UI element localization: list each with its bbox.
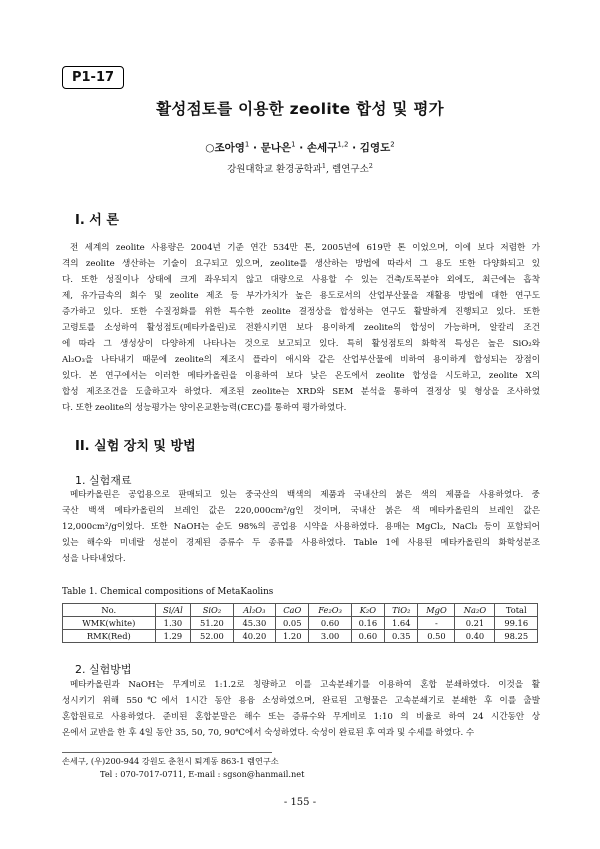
- table-cell: 0.40: [455, 630, 495, 643]
- table-cell: 51.20: [191, 617, 233, 630]
- text-line: 에 따라 그 생성상이 다양하게 나타나는 것으로 보고되고 있다. 특히 활성점토의 화학적 특성은 높은 SiO₂와: [62, 339, 540, 349]
- text-line: 증가하고 있다. 또한 수질정화를 위한 특수한 zeolite 결정상을 합성하는 연구도 활발하게 진행되고 있다. 또한: [62, 307, 540, 317]
- author-4-affil: 2: [390, 140, 395, 149]
- text-line: 다. 또한 zeolite의 성능평가는 양이온교환능력(CEC)를 통하여 평가하였다.: [62, 403, 347, 413]
- text-line: 온에서 교반을 한 후 4일 동안 35, 50, 70, 90℃에서 숙성하였다. 숙성이 완료된 후 여과 및 수세를 하였다. 수: [62, 728, 475, 738]
- intro-paragraph: [62, 240, 540, 416]
- text-line: 있는 해수와 미네랄 성분이 경제된 증류수 두 종류를 사용하였다. Table 1에 사용된 메타카올린의 화학성분조: [62, 538, 540, 548]
- author-separator: ·: [295, 142, 307, 154]
- session-badge: P1-17: [62, 66, 124, 89]
- table-cell: 1.29: [155, 630, 191, 643]
- section-heading-intro: I. 서 론: [75, 213, 119, 228]
- table-row: [63, 617, 538, 630]
- table-header-cell: CaO: [276, 604, 309, 617]
- text-line: Al₂O₃을 나타내기 때문에 zeolite의 제조시 플라이 애시와 같은 산업부산물에 비하여 용이하게 합성되는 장점이: [62, 355, 540, 365]
- presenter-marker: ○: [205, 142, 215, 154]
- affiliation-2-mark: 2: [368, 161, 373, 170]
- table-header-cell: Si/Al: [155, 604, 191, 617]
- author-4: 김영도: [359, 142, 391, 154]
- table-cell: 52.00: [191, 630, 233, 643]
- section-heading-methods: II. 실험 장치 및 방법: [75, 439, 196, 454]
- author-2-affil: 1: [291, 140, 296, 149]
- table-row: [63, 630, 538, 643]
- affiliation-1-mark: 1: [321, 161, 327, 170]
- author-3-affil: 1,2: [337, 140, 349, 149]
- table-cell: 1.30: [155, 617, 191, 630]
- subsection-heading-method: 2. 실험방법: [75, 663, 132, 676]
- author-3: 손세구: [306, 142, 338, 154]
- footnote-contact: Tel : 070-7017-0711, E-mail : sgson@hanmail.net: [100, 769, 305, 779]
- author-1-affil: 1: [244, 140, 250, 149]
- table-cell: 1.64: [385, 617, 418, 630]
- table-header-cell: Na₂O: [455, 604, 495, 617]
- text-line: 12,000cm²/g이었다. 또한 NaOH는 순도 98%의 공업용 시약을 사용하였다. 용매는 MgCl₂, NaCl₂ 등이 포함되어: [62, 522, 540, 532]
- paper-title: 활성점토를 이용한 zeolite 합성 및 평가: [156, 100, 444, 118]
- method-paragraph: [62, 677, 540, 741]
- table-cell: 0.60: [309, 617, 351, 630]
- table-cell: -: [418, 617, 455, 630]
- table-header-cell: SiO₂: [191, 604, 233, 617]
- footnote-address: 손세구, (우)200-944 강원도 춘천시 퇴계동 863-1 렘연구소: [62, 756, 279, 766]
- table-cell: 0.50: [418, 630, 455, 643]
- composition-table: [62, 603, 538, 643]
- text-line: 격의 zeolite 생산하는 기술이 요구되고 있으며, zeolite를 생산하는 방법에 따라서 그 용도 또한 다양화되고 있: [62, 259, 540, 269]
- table-cell: 0.16: [351, 617, 384, 630]
- affiliation-2: , 렘연구소: [326, 164, 369, 175]
- text-line: 제, 유가금속의 회수 및 zeolite 제조 등 부가가치가 높은 용도로서의 산업부산물을 재활용 방법에 대한 연구도: [62, 291, 540, 301]
- affiliation-1: 강원대학교 환경공학과: [227, 164, 322, 175]
- table-header-cell: K₂O: [351, 604, 384, 617]
- table-cell: 98.25: [495, 630, 538, 643]
- table-cell: 0.60: [351, 630, 384, 643]
- table-cell: WMK(white): [63, 617, 156, 630]
- author-2: 문나은: [260, 142, 292, 154]
- text-line: 전 세계의 zeolite 사용량은 2004년 기준 연간 534만 톤, 2005년에 619만 톤 이었으며, 이에 보다 저렴한 가: [70, 243, 540, 253]
- text-line: 메타카올린과 NaOH는 무게비로 1:1.2로 칭량하고 이를 고속분쇄기를 이용하여 혼합 분쇄하였다. 이것을 활: [70, 680, 540, 690]
- author-separator: ·: [348, 142, 360, 154]
- text-line: 메타카올린은 공업용으로 판매되고 있는 중국산의 백색의 제품과 국내산의 붉은 색의 제품을 사용하였다. 중: [70, 490, 540, 500]
- table-cell: 3.00: [309, 630, 351, 643]
- table-cell: 45.30: [233, 617, 275, 630]
- subsection-heading-materials: 1. 실험재료: [75, 474, 132, 487]
- table-header-row: [63, 604, 538, 617]
- table-cell: 40.20: [233, 630, 275, 643]
- table-cell: 0.05: [276, 617, 309, 630]
- table-caption: Table 1. Chemical compositions of MetaKaolins: [62, 587, 274, 597]
- footnote-divider: [62, 752, 272, 753]
- table-header-cell: MgO: [418, 604, 455, 617]
- table-header-cell: No.: [63, 604, 156, 617]
- table-header-cell: Total: [495, 604, 538, 617]
- materials-paragraph: [62, 487, 540, 567]
- table-cell: 0.35: [385, 630, 418, 643]
- author-separator: ·: [249, 142, 261, 154]
- table-cell: 0.21: [455, 617, 495, 630]
- text-line: 고령토를 소성하여 활성점토(메타카올린)로 전환시키면 보다 용이하게 zeolite의 합성이 가능하며, 알칼리 조건: [62, 323, 540, 333]
- text-line: 혼합원료로 사용하였다. 준비된 혼합분말은 해수 또는 증류수와 무게비로 1:10 의 비율로 하여 24 시간동안 상: [62, 712, 540, 722]
- text-line: 있다. 본 연구에서는 이러한 메타카올린을 이용하여 보다 낮은 온도에서 zeolite 합성을 시도하고, zeolite X의: [62, 371, 540, 381]
- table-header-cell: Al₂O₃: [233, 604, 275, 617]
- text-line: 성을 나타내었다.: [62, 554, 126, 564]
- table-cell: RMK(Red): [63, 630, 156, 643]
- text-line: 다. 또한 성질이나 상태에 크게 좌우되지 않고 대량으로 사용할 수 있는 건축/토목분야 외에도, 최근에는 흡착: [62, 275, 540, 285]
- table-cell: 99.16: [495, 617, 538, 630]
- text-line: 합성 제조조건을 도출하고자 하였다. 제조된 zeolite는 XRD와 SEM 분석을 통하여 결정상 및 형상을 조사하였: [62, 387, 540, 397]
- author-list: [0, 140, 600, 155]
- author-1: 조아영: [214, 142, 245, 154]
- text-line: 성시키기 위해 550℃에서 1시간 동안 용융 소성하였으며, 완료된 고형물은 고속분쇄기로 분쇄한 후 이를 출발: [62, 696, 540, 706]
- table-header-cell: TiO₂: [385, 604, 418, 617]
- text-line: 국산 백색 메타카올린의 브레인 값은 220,000cm²/g인 것이며, 국내산 붉은 색 메타카올린의 브레인 값은: [62, 506, 540, 516]
- table-header-cell: Fe₂O₃: [309, 604, 351, 617]
- page-number: - 155 -: [283, 797, 317, 808]
- table-cell: 1.20: [276, 630, 309, 643]
- affiliation: [0, 161, 600, 175]
